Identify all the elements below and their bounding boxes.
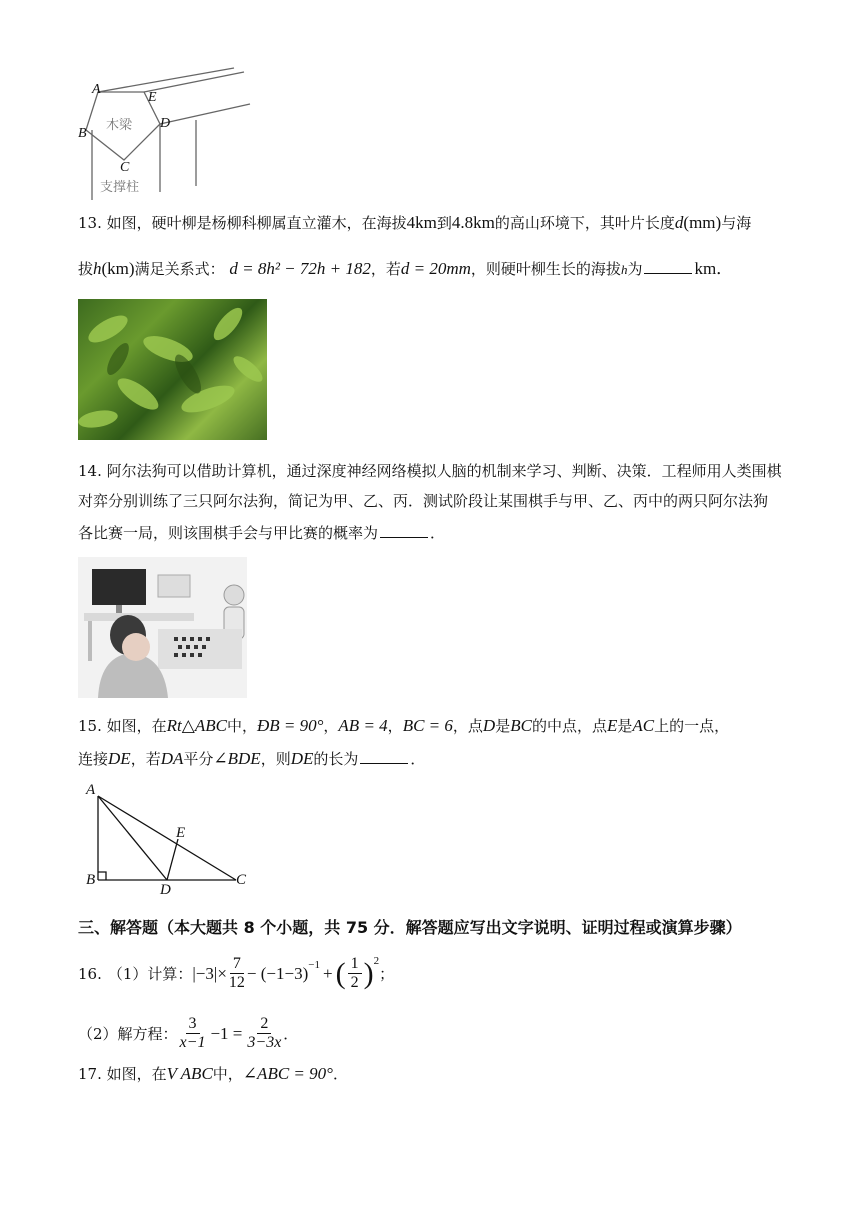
q15-text: 是 xyxy=(495,717,511,735)
q13-text: 满足关系式： xyxy=(134,260,225,278)
q13-text: 的高山环境下，其叶片长度 xyxy=(494,214,675,232)
q16-mid: −1 = xyxy=(210,1023,243,1043)
q17-line1 xyxy=(78,1063,348,1085)
q13-var-d: d xyxy=(674,213,684,232)
tri-label-c: C xyxy=(236,872,247,888)
q13-answer-blank[interactable] xyxy=(644,259,692,274)
q17-angle: ∠ABC = 90° xyxy=(242,1064,333,1083)
q15-text: ， xyxy=(323,717,339,735)
q13-text: 与海 xyxy=(721,214,752,232)
q15-line1 xyxy=(78,715,729,737)
q16-fraction-7-12 xyxy=(229,955,245,992)
q13-h-small: h xyxy=(620,262,628,277)
q16-exponent-neg1: −1 xyxy=(308,959,320,971)
tri-label-d: D xyxy=(160,882,171,898)
frac-numerator: 7 xyxy=(230,955,244,974)
q13-condition: d = 20mm xyxy=(400,259,471,278)
q13-alt-high: 4.8km xyxy=(451,213,495,232)
q15-triangle: Rt△ABC xyxy=(166,716,227,735)
alphago-scene xyxy=(78,557,247,698)
beam-label-c: C xyxy=(120,160,130,175)
q17-text: ． xyxy=(332,1065,348,1083)
q13-text: 为 xyxy=(627,260,643,278)
q16-exponent-2: 2 xyxy=(373,955,380,967)
q15-angle-bde: ∠BDE xyxy=(213,749,261,768)
q13-text: 到 xyxy=(436,214,452,232)
segment-ad xyxy=(98,796,167,880)
q15-point-d: D xyxy=(482,716,496,735)
right-angle-mark xyxy=(98,872,106,880)
q13-unit-end: km． xyxy=(694,259,734,278)
q17-triangle: V ABC xyxy=(166,1064,213,1083)
q15-bc: BC = 6 xyxy=(402,716,453,735)
q15-text: 中， xyxy=(226,717,257,735)
beam-label-a: A xyxy=(92,82,101,97)
q15-da: DA xyxy=(160,749,184,768)
q16-end: ； xyxy=(379,965,395,983)
q14-line1 xyxy=(78,460,782,482)
q17-text: 如图，在 xyxy=(106,1065,167,1083)
q13-unit-mm: (mm) xyxy=(683,213,722,232)
q14-line2 xyxy=(78,490,768,512)
q15-text: ． xyxy=(410,750,426,768)
q16-times: × xyxy=(217,963,227,983)
beam-label-d: D xyxy=(160,116,171,131)
q16-fraction-2 xyxy=(247,1015,281,1052)
beam-text: 木梁 xyxy=(106,118,133,133)
q15-text: 平分 xyxy=(183,750,214,768)
q15-angle-b: ÐB = 90° xyxy=(256,716,324,735)
frac-numerator: 1 xyxy=(348,955,362,974)
tri-label-b: B xyxy=(86,872,96,888)
q13-var-h: h xyxy=(93,259,102,278)
q16-number: 16. xyxy=(78,964,102,983)
q14-number: 14. xyxy=(78,462,102,480)
q15-ab: AB = 4 xyxy=(338,716,388,735)
q15-line2 xyxy=(78,748,425,770)
tri-label-a: A xyxy=(86,782,96,798)
frac-denominator: x−1 xyxy=(179,1034,206,1051)
q17-number: 17. xyxy=(78,1065,102,1083)
q15-de: DE xyxy=(108,749,131,768)
q16-part1-label: （1）计算： xyxy=(107,965,193,983)
q16-paren-open: ( xyxy=(335,956,346,990)
q16-part2-label: （2）解方程： xyxy=(78,1025,178,1043)
q15-text: 如图，在 xyxy=(106,717,167,735)
q13-alt-low: 4km xyxy=(406,213,437,232)
q16-plus: + xyxy=(322,963,333,983)
q16-part2 xyxy=(78,1015,298,1052)
q16-end: ． xyxy=(283,1025,299,1043)
q13-line2 xyxy=(78,258,733,281)
pillar-text: 支撑柱 xyxy=(100,180,140,195)
q15-text: 上的一点， xyxy=(654,717,730,735)
q16-minus-term: − (−1−3) xyxy=(246,963,309,983)
q15-text: ，点 xyxy=(452,717,483,735)
frac-numerator: 2 xyxy=(257,1015,271,1034)
alphago-photo xyxy=(78,557,247,698)
q16-part1 xyxy=(78,955,394,992)
q14-text: 对弈分别训练了三只阿尔法狗，简记为甲、乙、丙．测试阶段让某围棋手与甲、乙、丙中的两只阿尔法狗 xyxy=(78,492,769,510)
frac-denominator: 2 xyxy=(350,974,359,991)
q16-fraction-3 xyxy=(180,1015,206,1052)
q13-formula: d = 8h² − 72h + 182 xyxy=(229,259,371,278)
q15-text: 连接 xyxy=(78,750,109,768)
q15-text: 是 xyxy=(617,717,633,735)
q15-text: ， xyxy=(387,717,403,735)
q13-unit-km: (km) xyxy=(101,259,135,278)
q15-answer-blank[interactable] xyxy=(360,749,408,764)
q15-ac: AC xyxy=(632,716,655,735)
beam-label-b: B xyxy=(78,126,87,141)
q15-bc-ref: BC xyxy=(510,716,532,735)
q15-point-e: E xyxy=(606,716,618,735)
q15-text: 的中点，点 xyxy=(531,717,607,735)
q13-text: 如图，硬叶柳是杨柳科柳属直立灌木，在海拔 xyxy=(106,214,407,232)
frac-denominator: 3−3x xyxy=(247,1034,282,1051)
q15-text: 的长为 xyxy=(313,750,359,768)
q14-text: 各比赛一局，则该围棋手会与甲比赛的概率为 xyxy=(78,524,379,542)
q13-number: 13. xyxy=(78,214,102,232)
q14-text: ． xyxy=(430,524,446,542)
edge-ac xyxy=(98,796,236,880)
q13-text: 拔 xyxy=(78,260,94,278)
q13-text: ，则硬叶柳生长的海拔 xyxy=(470,260,621,278)
section-3-heading: 三、解答题（本大题共 8 个小题，共 75 分．解答题应写出文字说明、证明过程或演算步骤） xyxy=(78,918,742,937)
q15-text: ，若 xyxy=(130,750,161,768)
beam-label-e: E xyxy=(148,90,157,105)
frac-denominator: 12 xyxy=(228,974,245,991)
q14-answer-blank[interactable] xyxy=(380,523,428,538)
tri-label-e: E xyxy=(176,825,186,841)
q17-text: 中， xyxy=(212,1065,243,1083)
q14-line3 xyxy=(78,522,445,544)
q14-text: 阿尔法狗可以借助计算机，通过深度神经网络模拟人脑的机制来学习、判断、决策．工程师用人类围棋 xyxy=(106,462,782,480)
leaf-shapes xyxy=(78,299,267,440)
q15-text: ，则 xyxy=(260,750,291,768)
q15-de-ref: DE xyxy=(290,749,314,768)
frac-numerator: 3 xyxy=(186,1015,200,1034)
q16-abs-value: |−3| xyxy=(192,963,218,983)
segment-de xyxy=(167,839,178,880)
q15-number: 15. xyxy=(78,717,102,735)
q13-line1 xyxy=(78,212,751,234)
q13-text: ，若 xyxy=(370,260,401,278)
q16-paren-close: ) xyxy=(363,956,374,990)
q16-fraction-1-2 xyxy=(348,955,362,992)
leaf-photo xyxy=(78,299,267,440)
